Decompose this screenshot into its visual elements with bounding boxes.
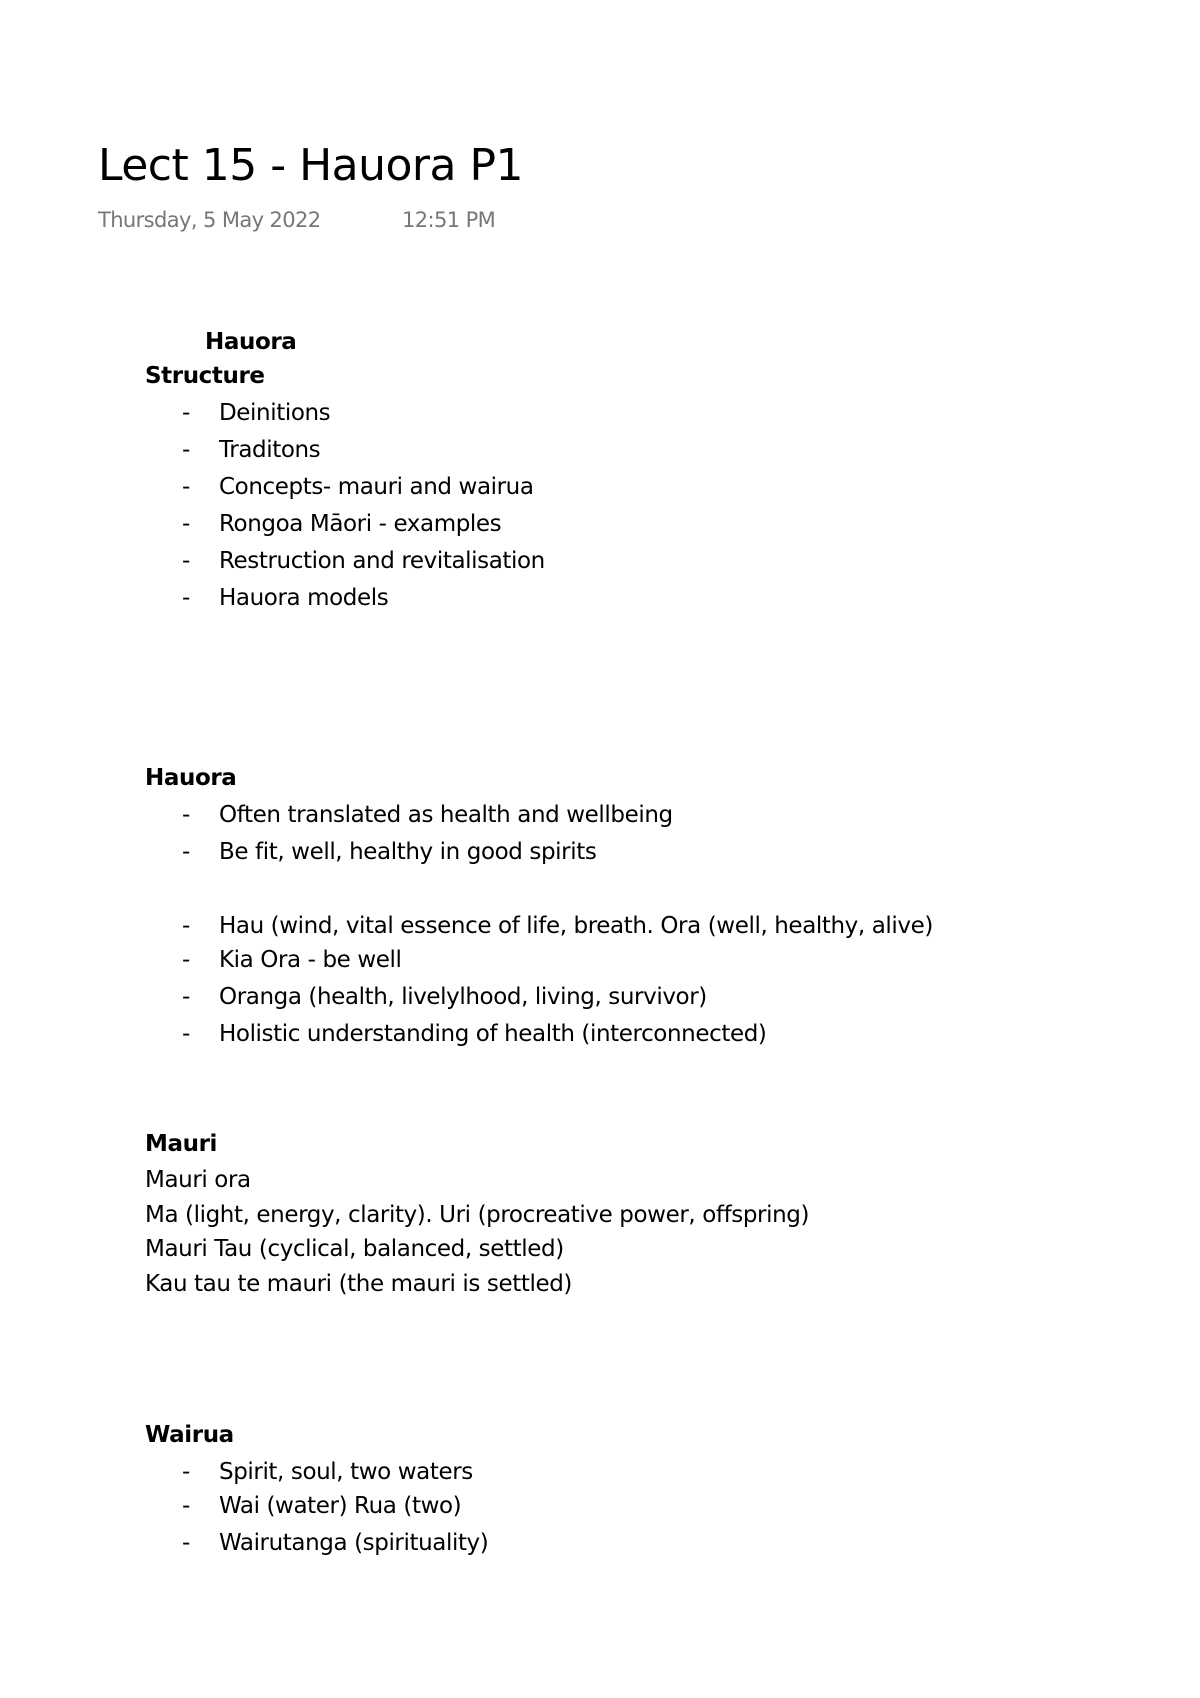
mauri-line: Ma (light, energy, clarity). Uri (procreative power, offspring) [145, 1202, 810, 1228]
bullet-dash: - [182, 1459, 190, 1485]
bullet-dash: - [182, 585, 190, 611]
bullet-dash: - [182, 802, 190, 828]
bullet-dash: - [182, 437, 190, 463]
outline-topic: Hauora [205, 329, 297, 355]
bullet-dash: - [182, 400, 190, 426]
bullet-dash: - [182, 839, 190, 865]
mauri-line: Kau tau te mauri (the mauri is settled) [145, 1271, 573, 1297]
wairua-heading: Wairua [145, 1422, 234, 1448]
bullet-dash: - [182, 1493, 190, 1519]
bullet-dash: - [182, 474, 190, 500]
bullet-dash: - [182, 548, 190, 574]
mauri-line: Mauri ora [145, 1167, 251, 1193]
structure-heading: Structure [145, 363, 265, 389]
bullet-dash: - [182, 947, 190, 973]
bullet-dash: - [182, 1530, 190, 1556]
bullet-dash: - [182, 984, 190, 1010]
page-title: Lect 15 - Hauora P1 [98, 140, 523, 191]
note-date: Thursday, 5 May 2022 [98, 208, 321, 232]
bullet-dash: - [182, 913, 190, 939]
mauri-line: Mauri Tau (cyclical, balanced, settled) [145, 1236, 564, 1262]
mauri-heading: Mauri [145, 1131, 218, 1157]
bullet-dash: - [182, 511, 190, 537]
note-time: 12:51 PM [402, 208, 496, 232]
hauora-heading: Hauora [145, 765, 237, 791]
bullet-dash: - [182, 1021, 190, 1047]
